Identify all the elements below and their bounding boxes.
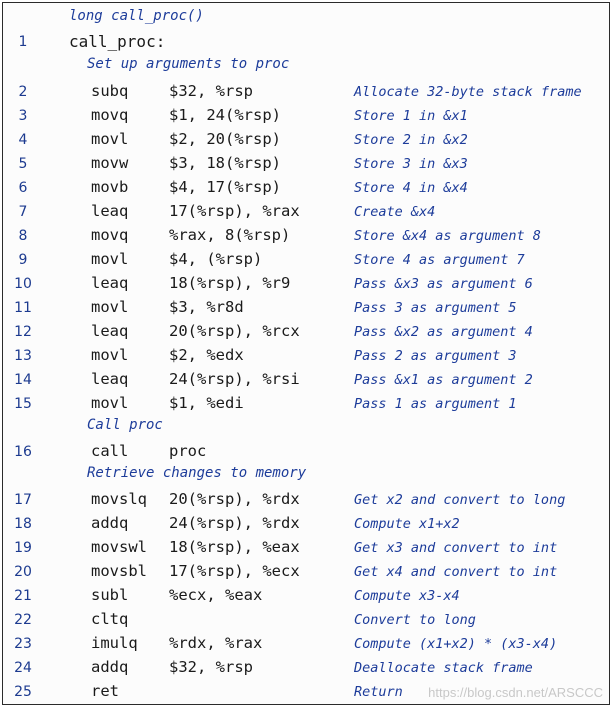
instruction-mnemonic: movb <box>91 178 129 196</box>
instruction-comment: Compute x1+x2 <box>354 516 460 532</box>
code-line-24 <box>3 657 609 681</box>
watermark: https://blog.csdn.net/ARSCCC <box>428 685 603 700</box>
instruction-comment: Store 2 in &x2 <box>354 132 468 148</box>
line-number: 3 <box>18 108 28 124</box>
instruction-mnemonic: movl <box>91 346 129 364</box>
instruction-operands: 20(%rsp), %rdx <box>169 490 300 508</box>
figure-title: long call_proc() <box>69 8 204 24</box>
instruction-operands: $4, 17(%rsp) <box>169 178 281 196</box>
section-heading-setup <box>3 55 609 79</box>
code-line-2 <box>3 81 609 105</box>
instruction-mnemonic: movl <box>91 250 129 268</box>
instruction-mnemonic: addq <box>91 514 129 532</box>
instruction-comment: Pass 1 as argument 1 <box>354 396 517 412</box>
instruction-comment: Deallocate stack frame <box>354 660 533 676</box>
code-line-4 <box>3 129 609 153</box>
line-number: 7 <box>18 204 28 220</box>
line-number: 25 <box>14 684 32 700</box>
instruction-comment: Allocate 32-byte stack frame <box>354 84 582 100</box>
line-number: 13 <box>14 348 32 364</box>
line-number: 5 <box>18 156 28 172</box>
instruction-comment: Store 4 as argument 7 <box>354 252 525 268</box>
instruction-operands: $3, %r8d <box>169 298 244 316</box>
instruction-operands: 17(%rsp), %rax <box>169 202 300 220</box>
instruction-operands: $1, 24(%rsp) <box>169 106 281 124</box>
code-figure <box>2 2 610 705</box>
code-line-12 <box>3 321 609 345</box>
instruction-mnemonic: cltq <box>91 610 129 628</box>
instruction-comment: Store 3 in &x3 <box>354 156 468 172</box>
instruction-mnemonic: addq <box>91 658 129 676</box>
instruction-mnemonic: movl <box>91 394 129 412</box>
instruction-mnemonic: movq <box>91 106 129 124</box>
instruction-operands: 24(%rsp), %rdx <box>169 514 300 532</box>
instruction-mnemonic: call <box>91 442 129 460</box>
instruction-mnemonic: movq <box>91 226 129 244</box>
instruction-comment: Create &x4 <box>354 204 436 220</box>
code-line-3 <box>3 105 609 129</box>
code-line-7 <box>3 201 609 225</box>
instruction-comment: Store 1 in &x1 <box>354 108 468 124</box>
line-number: 10 <box>14 276 32 292</box>
line-number: 8 <box>18 228 28 244</box>
line-number: 18 <box>14 516 32 532</box>
instruction-mnemonic: leaq <box>91 274 129 292</box>
instruction-operands: $3, 18(%rsp) <box>169 154 281 172</box>
instruction-mnemonic: leaq <box>91 322 129 340</box>
code-line-23 <box>3 633 609 657</box>
code-line-13 <box>3 345 609 369</box>
instruction-mnemonic: movl <box>91 298 129 316</box>
instruction-operands: $32, %rsp <box>169 82 253 100</box>
line-number: 9 <box>18 252 28 268</box>
instruction-comment: Store &x4 as argument 8 <box>354 228 541 244</box>
instruction-mnemonic: movw <box>91 154 129 172</box>
code-line-16 <box>3 441 609 465</box>
instruction-operands: 18(%rsp), %r9 <box>169 274 291 292</box>
instruction-comment: Pass 3 as argument 5 <box>354 300 517 316</box>
instruction-operands: 18(%rsp), %eax <box>169 538 300 556</box>
code-line-11 <box>3 297 609 321</box>
code-line-22 <box>3 609 609 633</box>
instruction-operands: %rdx, %rax <box>169 634 263 652</box>
instruction-comment: Get x3 and convert to int <box>354 540 558 556</box>
line-number: 6 <box>18 180 28 196</box>
figure-title-row <box>3 7 609 31</box>
instruction-operands: %ecx, %eax <box>169 586 263 604</box>
instruction-mnemonic: leaq <box>91 370 129 388</box>
code-line-15 <box>3 393 609 417</box>
instruction-operands: 24(%rsp), %rsi <box>169 370 300 388</box>
code-line-8 <box>3 225 609 249</box>
code-line-6 <box>3 177 609 201</box>
instruction-operands: proc <box>169 442 207 460</box>
instruction-operands: $1, %edi <box>169 394 244 412</box>
instruction-operands: $2, 20(%rsp) <box>169 130 281 148</box>
line-number: 14 <box>14 372 32 388</box>
line-number: 11 <box>14 300 32 316</box>
line-number: 16 <box>14 444 32 460</box>
instruction-operands: 20(%rsp), %rcx <box>169 322 300 340</box>
code-line-1 <box>3 31 609 55</box>
code-line-18 <box>3 513 609 537</box>
line-number: 2 <box>18 84 28 100</box>
line-number: 17 <box>14 492 32 508</box>
line-number: 22 <box>14 612 32 628</box>
instruction-comment: Compute x3-x4 <box>354 588 460 604</box>
code-line-14 <box>3 369 609 393</box>
instruction-operands: $4, (%rsp) <box>169 250 263 268</box>
line-number: 19 <box>14 540 32 556</box>
instruction-operands: $2, %edx <box>169 346 244 364</box>
line-number: 21 <box>14 588 32 604</box>
instruction-mnemonic: leaq <box>91 202 129 220</box>
instruction-operands: $32, %rsp <box>169 658 253 676</box>
code-line-19 <box>3 537 609 561</box>
instruction-mnemonic: movsbl <box>91 562 147 580</box>
section-heading: Call proc <box>87 417 163 433</box>
instruction-operands: %rax, 8(%rsp) <box>169 226 291 244</box>
instruction-mnemonic: imulq <box>91 634 138 652</box>
code-line-17 <box>3 489 609 513</box>
instruction-comment: Pass &x2 as argument 4 <box>354 324 533 340</box>
instruction-comment: Get x4 and convert to int <box>354 564 558 580</box>
line-number: 1 <box>18 34 28 50</box>
section-heading-call <box>3 416 609 440</box>
instruction-comment: Pass &x1 as argument 2 <box>354 372 533 388</box>
instruction-comment: Convert to long <box>354 612 476 628</box>
line-number: 20 <box>14 564 32 580</box>
code-line-9 <box>3 249 609 273</box>
code-line-10 <box>3 273 609 297</box>
instruction-operands: 17(%rsp), %ecx <box>169 562 300 580</box>
line-number: 24 <box>14 660 32 676</box>
instruction-comment: Return <box>354 684 403 700</box>
instruction-mnemonic: movswl <box>91 538 147 556</box>
instruction-comment: Store 4 in &x4 <box>354 180 468 196</box>
instruction-comment: Pass 2 as argument 3 <box>354 348 517 364</box>
line-number: 15 <box>14 396 32 412</box>
section-heading: Set up arguments to proc <box>87 56 290 72</box>
instruction-mnemonic: movl <box>91 130 129 148</box>
code-line-21 <box>3 585 609 609</box>
line-number: 12 <box>14 324 32 340</box>
code-line-20 <box>3 561 609 585</box>
instruction-mnemonic: subq <box>91 82 129 100</box>
line-number: 4 <box>18 132 28 148</box>
code-line-5 <box>3 153 609 177</box>
section-heading-retrieve <box>3 464 609 488</box>
line-number: 23 <box>14 636 32 652</box>
instruction-comment: Compute (x1+x2) * (x3-x4) <box>354 636 558 652</box>
instruction-comment: Pass &x3 as argument 6 <box>354 276 533 292</box>
instruction-comment: Get x2 and convert to long <box>354 492 566 508</box>
instruction-mnemonic: ret <box>91 682 119 700</box>
section-heading: Retrieve changes to memory <box>87 465 307 481</box>
instruction-mnemonic: subl <box>91 586 129 604</box>
instruction-mnemonic: movslq <box>91 490 147 508</box>
function-label: call_proc: <box>69 32 166 51</box>
